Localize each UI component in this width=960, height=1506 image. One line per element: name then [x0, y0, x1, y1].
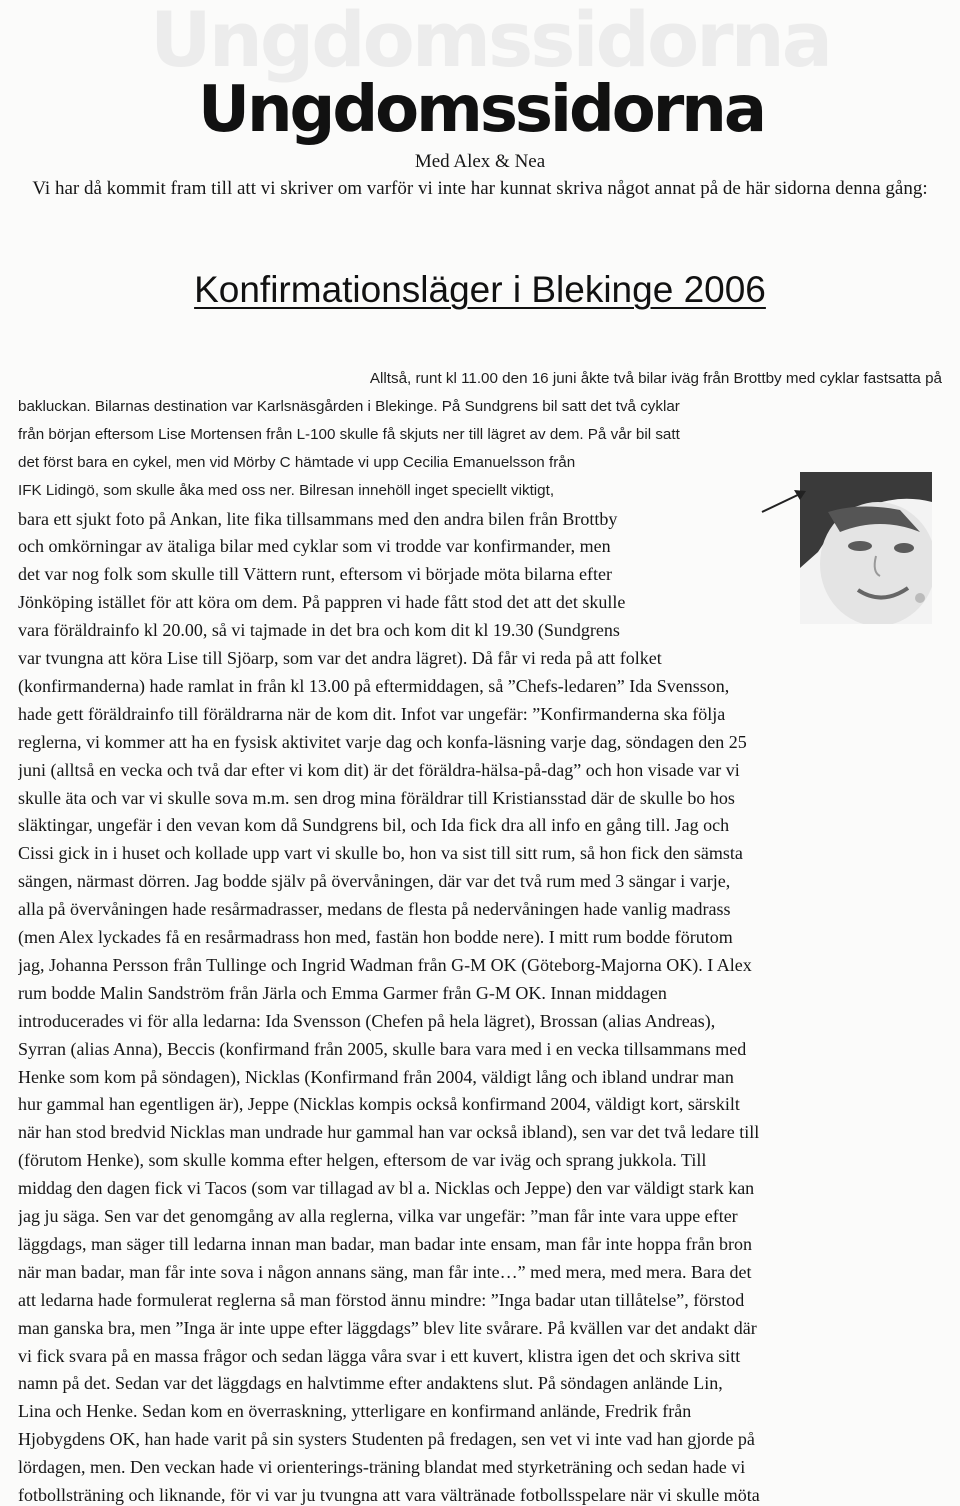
- text-line: Henke som kom på söndagen), Nicklas (Konfirmand från 2004, väldigt lång och ibland undrar man: [18, 1066, 734, 1087]
- watermark-title: Ungdomssidorna: [150, 0, 831, 84]
- text-line: namn på det. Sedan var det läggdags en halvtimme efter andaktens slut. På söndagen anlände Lin,: [18, 1373, 723, 1394]
- text-line: fotbollsträning och liknande, för vi var ju tvungna att vara vältränade fotbollsspelare när vi skulle möta: [18, 1485, 760, 1505]
- text-line: Syrran (alias Anna), Beccis (konfirmand från 2005, skulle bara vara med i en vecka tillsammans med: [18, 1038, 747, 1059]
- text-line: (men Alex lyckades få en resårmadrass hon med, fastän hon bodde nere). I mitt rum bodde förutom: [18, 927, 733, 947]
- text-line: Lina och Henke. Sedan kom en överraskning, ytterligare en konfirmand anlände, Fredrik från: [18, 1401, 692, 1422]
- text-line: Hjobygdens OK, han hade varit på sin systers Studenten på fredagen, sen vet vi inte vad han gjorde på: [18, 1429, 755, 1450]
- text-line: hur gammal han egentligen är), Jeppe (Nicklas kompis också konfirmand 2004, väldigt kort, särskilt: [18, 1094, 740, 1115]
- byline: Med Alex & Nea: [414, 151, 546, 172]
- page-title: Ungdomssidorna: [198, 73, 765, 147]
- text-line: lördagen, men. Den veckan hade vi orienterings-träning blandat med styrketräning och sedan hade vi: [18, 1457, 746, 1478]
- article-heading: [0, 268, 960, 312]
- text-line: jag ju säga. Sen var det genomgång av alla reglerna, vilka var ungefär: ”man får inte vara uppe efter: [18, 1206, 738, 1226]
- text-line: alla på övervåningen hade resårmadrasser, medans de flesta på nedervåningen hade vanlig madrass: [18, 899, 731, 920]
- text-line: (konfirmanderna) hade ramlat in från kl 13.00 på eftermiddagen, så ”Chefs-ledaren” Ida Svensson,: [18, 675, 730, 696]
- text-line: läggdags, man säger till ledarna innan man badar, man badar inte ensam, man får inte hoppa från bron: [18, 1233, 753, 1254]
- text-line: vara föräldrainfo kl 20.00, så vi tajmade in det bra och kom dit kl 19.30 (Sundgrens: [18, 620, 620, 641]
- text-line: jag, Johanna Persson från Tullinge och Ingrid Wadman från G-M OK (Göteborg-Majorna OK). I Alex: [18, 954, 752, 975]
- text-line: introducerades vi för alla ledarna: Ida Svensson (Chefen på hela lägret), Brossan (alias Andreas),: [18, 1010, 716, 1031]
- intro-text: Vi har då kommit fram till att vi skriver om varför vi inte har kunnat skriva något annat på de här sidorna denna gång:: [32, 178, 928, 199]
- face-photo: [800, 472, 932, 624]
- arrow-pointer-icon: [760, 486, 810, 516]
- text-line: Jönköping istället för att köra om dem. På pappren vi hade fått stod det att det skulle: [18, 592, 626, 613]
- text-line: när man badar, man får inte sova i någon annans säng, man får inte…” med mera, med mera. Bara det: [18, 1261, 752, 1282]
- text-line: släktingar, ungefär i den vevan kom då Sundgrens bil, och Ida fick dra all info en gång till. Jag och: [18, 815, 730, 836]
- text-line: skulle äta och var vi skulle sova m.m. sen drog mina föräldrar till Kristiansstad där de skulle bo hos: [18, 787, 735, 808]
- text-line: juni (alltså en vecka och två dar efter vi kom dit) är det föräldra-hälsa-på-dag” och hon visade var vi: [18, 759, 740, 780]
- text-line: och omkörningar av ätaliga bilar med cyklar som vi trodde var konfirmander, men: [18, 536, 611, 557]
- text-line: det var nog folk som skulle till Vättern runt, eftersom vi började möta bilarna efter: [18, 564, 612, 585]
- text-line: bakluckan. Bilarnas destination var Karlsnäsgården i Blekinge. På Sundgrens bil satt det två cyklar: [18, 397, 680, 415]
- text-line: IFK Lidingö, som skulle åka med oss ner. Bilresan innehöll inget speciellt viktigt,: [18, 481, 555, 499]
- text-line: bara ett sjukt foto på Ankan, lite fika tillsammans med den andra bilen från Brottby: [18, 508, 618, 529]
- article-heading-text: Konfirmationsläger i Blekinge 2006: [194, 269, 766, 310]
- text-line: (förutom Henke), som skulle komma efter helgen, eftersom de var iväg och sprang jukkola. Till: [18, 1150, 707, 1171]
- text-line: sängen, närmast dörren. Jag bodde själv på övervåningen, där var det två rum med 3 sängar i varje,: [18, 871, 731, 892]
- text-line: rum bodde Malin Sandström från Järla och Emma Garmer från G-M OK. Innan middagen: [18, 982, 667, 1003]
- text-line: Alltså, runt kl 11.00 den 16 juni åkte två bilar iväg från Brottby med cyklar fastsatta på: [369, 370, 942, 387]
- text-line: reglerna, vi kommer att ha en fysisk aktivitet varje dag och konfa-läsning varje dag, söndagen den 25: [18, 731, 747, 752]
- face-photo-icon: [800, 472, 932, 624]
- text-line: när han stod bredvid Nicklas man undrade hur gammal han var också ibland), sen var det två ledare till: [18, 1122, 760, 1143]
- text-line: från början eftersom Lise Mortensen från L-100 skulle få skjuts ner till lägret av dem. På vår bil satt: [18, 425, 680, 443]
- text-line: det först bara en cykel, men vid Mörby C hämtade vi upp Cecilia Emanuelsson från: [18, 453, 576, 471]
- text-line: hade gett föräldrainfo till föräldrarna när de kom dit. Infot var ungefär: ”Konfirmanderna ska följa: [18, 703, 726, 724]
- text-line: man ganska bra, men ”Inga är inte uppe efter läggdags” blev lite svårare. På kvällen var det andakt där: [18, 1317, 757, 1338]
- text-line: var tvungna att köra Lise till Sjöarp, som var det andra lägret). Då får vi reda på att folket: [18, 648, 662, 668]
- text-line: middag den dagen fick vi Tacos (som var tillagad av bl a. Nicklas och Jeppe) den var väldigt stark kan: [18, 1178, 755, 1199]
- text-line: vi fick svara på en massa frågor och sedan lägga våra svar i ett kuvert, klistra igen det och skriva sitt: [18, 1345, 741, 1366]
- text-line: Cissi gick in i huset och kollade upp vart vi skulle bo, hon va sist till sitt rum, så hon fick den sämsta: [18, 843, 743, 864]
- text-line: att ledarna hade formulerat reglerna så man förstod ännu mindre: ”Inga badar utan tillåtelse”, förstod: [18, 1289, 745, 1310]
